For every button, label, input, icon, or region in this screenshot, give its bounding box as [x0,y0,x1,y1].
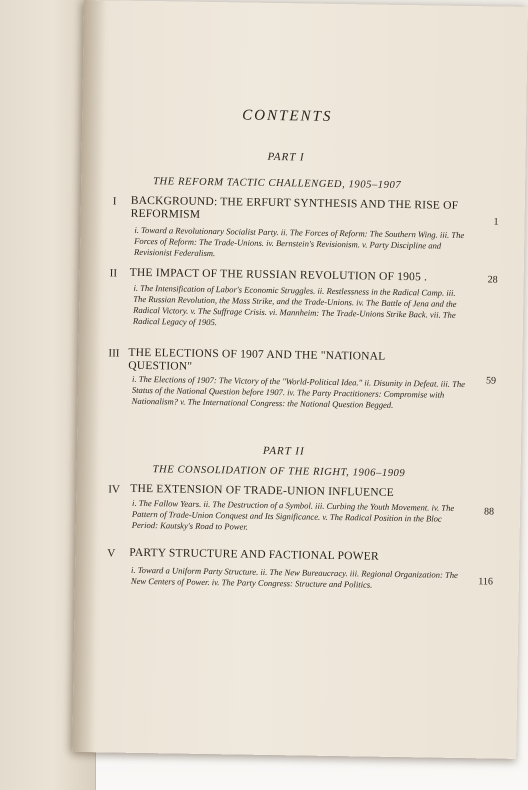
page-number: 59 [485,375,497,387]
chapter-description: i. The Intensification of Labor's Economic Struggles. ii. Restlessness in the Radical Camp. iii. The Russian Revolution, the Mass Strike, and the Trade-Unions. iv. The Battle of Jena and the Radical Victory. v. The Suffrage Crisis. vi. Mannheim: The Trade-Unions Strike Back. vii. The Radical Legacy of 1905. [132,282,457,328]
chapter-title: THE ELECTIONS OF 1907 AND THE "NATIONAL QUESTION" [128,346,386,373]
part-title: THE REFORM TACTIC CHALLENGED, 1905–1907 [153,176,402,192]
contents-page [72,0,528,759]
page-title: CONTENTS [242,107,333,125]
part-label: PART I [267,150,305,164]
chapter-title: THE IMPACT OF THE RUSSIAN REVOLUTION OF 1905 . [129,266,428,284]
chapter-description: i. The Elections of 1907: The Victory of the "World-Political Idea." ii. Disunity in Defeat. iii. The Status of the National Question before 1907. iv. The Party Practitioners: Compromise with Nationalism? v. The International Congress: the National Question Begged. [131,373,466,410]
part-title: THE CONSOLIDATION OF THE RIGHT, 1906–1909 [152,464,406,480]
chapter-description: i. Toward a Uniform Party Structure. ii. The New Bureaucracy. iii. Regional Organization: The New Centers of Power. iv. The Party Congress: Structure and Politics. [130,564,458,590]
page-number: 88 [483,506,495,518]
page-number: 1 [493,216,499,228]
chapter-number: V [107,547,116,560]
part-label: PART II [262,444,305,458]
chapter-number: IV [108,483,121,496]
page-number: 116 [478,576,493,588]
chapter-description: i. The Fallow Years. ii. The Destruction of a Symbol. iii. Curbing the Youth Movement. iv. The Pattern of Trade-Union Conquest and Its Significance. v. The Radical Position in the Bloc Period: Kautsky's Road to Power. [131,497,455,532]
chapter-number: III [108,347,120,360]
chapter-title: BACKGROUND: THE ERFURT SYNTHESIS AND THE RISE OF REFORMISM [130,194,459,221]
chapter-number: I [112,195,117,208]
chapter-description: i. Toward a Revolutionary Socialist Party. ii. The Forces of Reform: The Southern Wing. iii. The Forces of Reform: The Trade-Unions. iv. Bernstein's Revisionism. v. Party Discipline and Revisionist Federalism. [133,224,465,259]
chapter-title: THE EXTENSION OF TRADE-UNION INFLUENCE [130,482,394,499]
page-number: 28 [487,274,498,286]
chapter-number: II [109,267,118,280]
chapter-title: PARTY STRUCTURE AND FACTIONAL POWER [129,546,379,563]
